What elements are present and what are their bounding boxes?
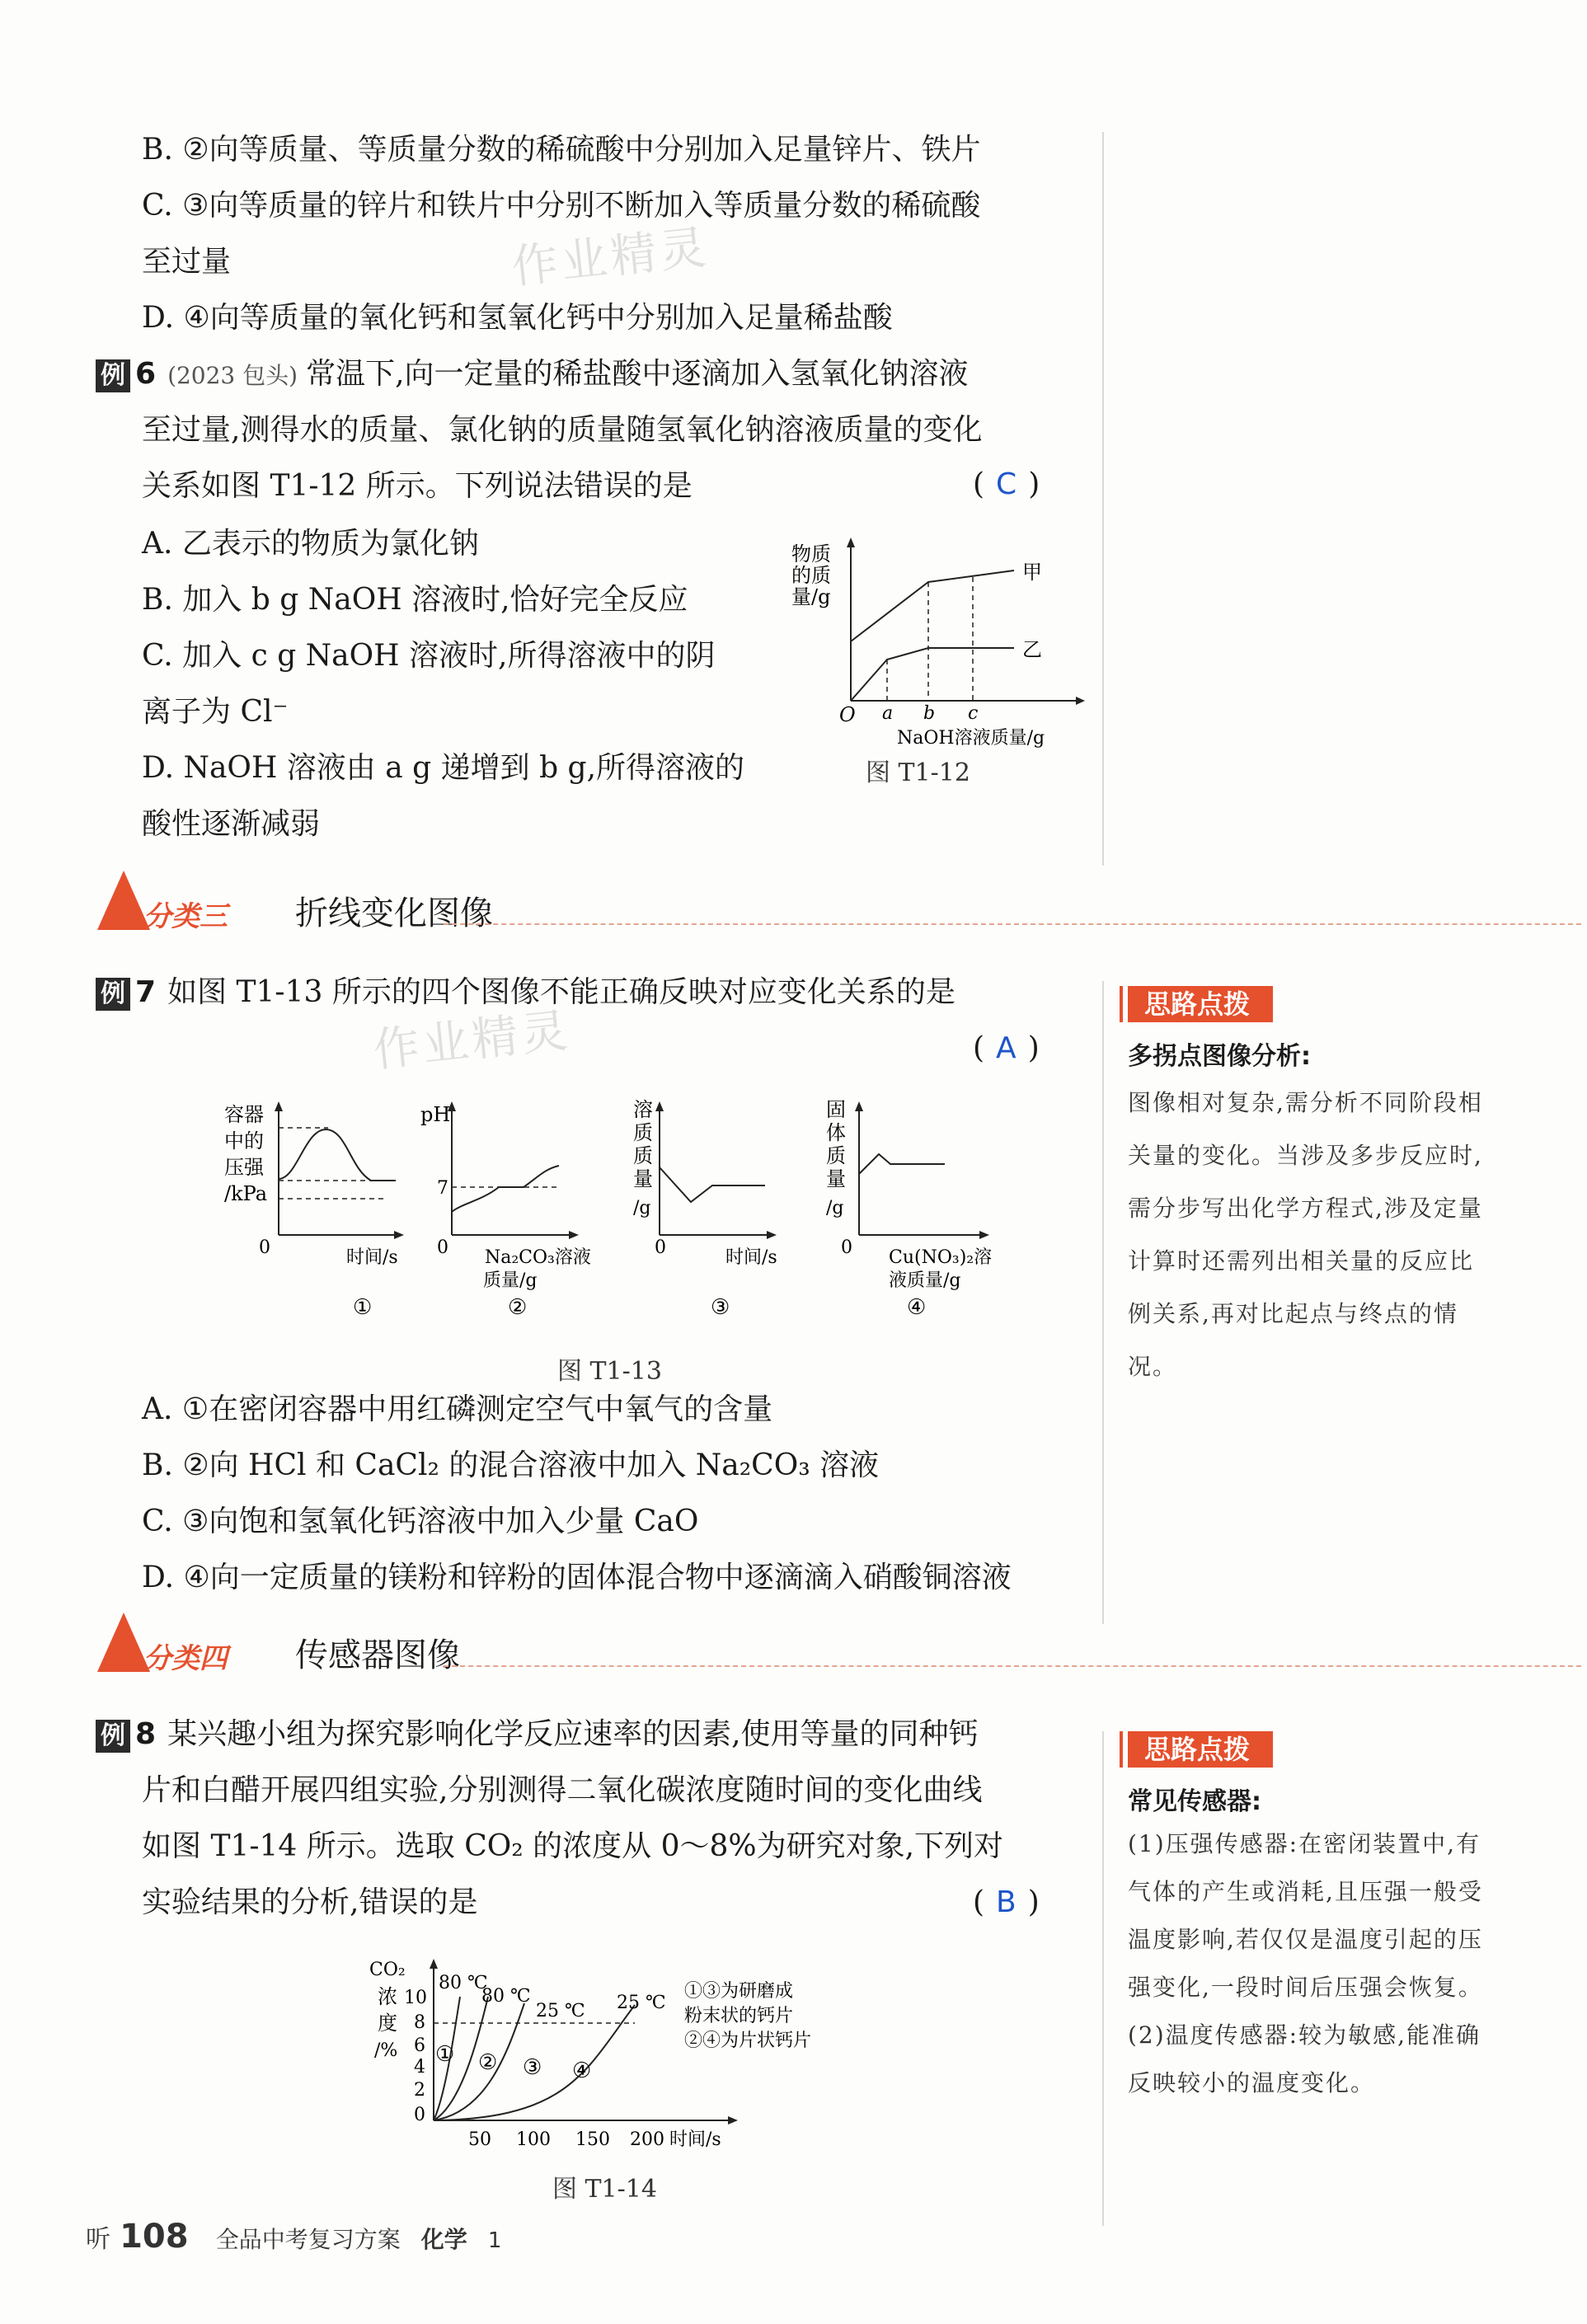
fig13-g2-tick-7: 7 <box>437 1178 448 1199</box>
fig14-curve-label: ② <box>478 2050 498 2075</box>
fig12-tick-b: b <box>923 703 936 724</box>
fig13-g3-ylabel: 质 <box>633 1144 653 1167</box>
fig13-g3-ylabel: 量 <box>633 1167 653 1190</box>
example-number: 6 <box>135 357 157 391</box>
fig14-legend: 粉末状的钙片 <box>684 2006 794 2026</box>
example-8-stem-2: 片和白醋开展四组实验,分别测得二氧化碳浓度随时间的变化曲线 <box>142 1773 983 1807</box>
fig13-g1-xlabel: 时间/s <box>346 1247 398 1268</box>
fig13-g3-ylabel: 溶 <box>633 1098 653 1121</box>
tip-header: 思路点拨 <box>1128 986 1273 1022</box>
fig14-temp-label: 80 ℃ <box>481 1986 531 2007</box>
watermark: 作业精灵 <box>370 1003 574 1078</box>
fig13-graph-2 <box>420 1101 591 1320</box>
example-7-option-b: B. ②向 HCl 和 CaCl₂ 的混合溶液中加入 Na₂CO₃ 溶液 <box>142 1448 880 1482</box>
example-7-answer <box>973 1031 1040 1067</box>
fig14-xtick: 50 <box>468 2129 491 2150</box>
fig14-temp-label: 25 ℃ <box>617 1993 666 2013</box>
example-6-option-d: D. NaOH 溶液由 a g 递增到 b g,所得溶液的 <box>142 751 745 785</box>
fig14-legend: ②④为片状钙片 <box>684 2031 812 2051</box>
fig13-g4-xlabel: 液质量/g <box>889 1270 961 1291</box>
tip-header: 思路点拨 <box>1128 1731 1273 1768</box>
fig13-g2-xlabel: Na₂CO₃溶液 <box>485 1247 591 1268</box>
column-divider-mid <box>1102 981 1104 1624</box>
tip-box-7 <box>1128 986 1497 1393</box>
answer-letter: B <box>996 1885 1017 1919</box>
section-triangle-icon <box>97 1613 150 1672</box>
fig13-g3-ylabel: /g <box>633 1198 651 1218</box>
fig14-xtick: 150 <box>575 2129 610 2150</box>
paren-left: ( <box>973 1031 985 1065</box>
fig13-g4-number: ④ <box>907 1295 927 1320</box>
example-6-option-c-cont: 离子为 Cl⁻ <box>142 695 289 729</box>
fig13-g1-ylabel: 容器 <box>224 1103 264 1126</box>
fig14-ylabel: 浓 <box>378 1985 397 2008</box>
figure-t1-13 <box>214 1088 1006 1336</box>
example-8-stem-3: 如图 T1-14 所示。选取 CO₂ 的浓度从 0～8%为研究对象,下列对 <box>142 1829 1004 1863</box>
figure-t1-14-caption: 图 T1-14 <box>552 2175 657 2204</box>
fig13-g1-ylabel: 压强 <box>224 1156 264 1179</box>
option-c-prev-cont: 至过量 <box>142 245 232 279</box>
example-number: 7 <box>135 975 157 1009</box>
example-6-answer <box>973 467 1040 503</box>
book-title: 全品中考复习方案 <box>215 2226 401 2253</box>
volume: 1 <box>487 2228 502 2253</box>
tip-subtitle: 常见传感器: <box>1128 1787 1261 1816</box>
example-badge: 例 <box>96 1720 130 1753</box>
fig13-g4-xlabel: Cu(NO₃)₂溶 <box>889 1247 993 1268</box>
figure-t1-12 <box>791 536 1088 750</box>
paren-right: ) <box>1027 1031 1040 1065</box>
fig13-g1-ylabel: 中的 <box>224 1129 264 1153</box>
fig12-ylabel-1: 物质 <box>791 542 831 566</box>
answer-letter: A <box>996 1031 1017 1065</box>
example-source: (2023 包头) <box>167 362 298 389</box>
fig14-ytick: 4 <box>414 2057 425 2078</box>
answer-letter: C <box>996 467 1017 501</box>
example-8-stem-1: 某兴趣小组为探究影响化学反应速率的因素,使用等量的同种钙 <box>167 1717 979 1751</box>
tip-body: 图像相对复杂,需分析不同阶段相关量的变化。当涉及多步反应时,需分步写出化学方程式,涉及定量计算时还需列出相关量的反应比例关系,再对比起点与终点的情况。 <box>1128 1089 1483 1380</box>
watermark: 作业精灵 <box>509 220 712 295</box>
fig13-g1-number: ① <box>353 1295 373 1320</box>
example-7-stem-text: 如图 T1-13 所示的四个图像不能正确反映对应变化关系的是 <box>167 975 955 1009</box>
example-7-option-d: D. ④向一定质量的镁粉和锌粉的固体混合物中逐滴滴入硝酸铜溶液 <box>142 1561 1012 1594</box>
fig14-ytick: 2 <box>414 2080 425 2101</box>
section-4-header <box>97 1613 1482 1678</box>
footer-ting: 听 <box>86 2225 110 2254</box>
fig12-origin: O <box>839 703 856 726</box>
section-triangle-icon <box>97 871 150 930</box>
example-badge: 例 <box>96 978 130 1011</box>
example-badge: 例 <box>96 359 130 392</box>
paren-left: ( <box>973 467 985 501</box>
figure-t1-14 <box>363 1947 841 2153</box>
fig13-graph-4 <box>826 1098 992 1320</box>
fig14-xtick: 200 <box>630 2129 664 2150</box>
fig14-curve-label: ③ <box>523 2055 542 2080</box>
fig13-g2-xlabel: 质量/g <box>483 1270 538 1291</box>
fig13-g3-number: ③ <box>711 1295 730 1320</box>
fig13-graph-3 <box>633 1098 777 1320</box>
figure-t1-12-caption: 图 T1-12 <box>866 758 970 787</box>
example-7-option-c: C. ③向饱和氢氧化钙溶液中加入少量 CaO <box>142 1505 699 1538</box>
fig12-ylabel-3: 量/g <box>791 585 831 608</box>
section-divider <box>444 1665 1581 1667</box>
example-8-stem-4: 实验结果的分析,错误的是 <box>142 1885 478 1919</box>
fig12-ylabel-2: 的质 <box>791 564 831 587</box>
fig13-g3-xlabel: 时间/s <box>725 1247 777 1268</box>
example-6-stem-1: 常温下,向一定量的稀盐酸中逐滴加入氢氧化钠溶液 <box>306 357 969 391</box>
fig14-ylabel: /% <box>374 2040 398 2061</box>
fig13-g2-number: ② <box>508 1295 528 1320</box>
fig13-g2-ylabel: pH <box>420 1103 451 1126</box>
fig12-xlabel: NaOH溶液质量/g <box>897 728 1045 749</box>
example-6-stem-2: 至过量,测得水的质量、氯化钠的质量随氢氧化钠溶液质量的变化 <box>142 413 983 447</box>
section-title: 传感器图像 <box>295 1636 460 1674</box>
fig14-temp-label: 80 ℃ <box>439 1973 488 1993</box>
example-6-option-a: A. 乙表示的物质为氯化钠 <box>142 527 479 561</box>
fig13-g3-origin: 0 <box>655 1237 666 1258</box>
example-7-option-a: A. ①在密闭容器中用红磷测定空气中氧气的含量 <box>142 1392 773 1426</box>
tip-body-1: (1)压强传感器:在密闭装置中,有气体的产生或消耗,且压强一般受温度影响,若仅仅是温度引起的压强变化,一段时间后压强会恢复。 <box>1128 1830 1483 2001</box>
example-8-answer <box>973 1885 1040 1921</box>
option-b-prev: B. ②向等质量、等质量分数的稀硫酸中分别加入足量锌片、铁片 <box>142 133 981 167</box>
fig13-g4-origin: 0 <box>841 1237 852 1258</box>
fig12-series-yi: 乙 <box>1022 638 1042 661</box>
fig13-g4-ylabel: 质 <box>826 1144 846 1167</box>
fig14-curve-label: ④ <box>572 2059 592 2083</box>
section-title: 折线变化图像 <box>295 894 493 932</box>
fig13-g1-ylabel: /kPa <box>224 1182 268 1205</box>
subject: 化学 <box>420 2226 467 2253</box>
fig14-curve-label: ① <box>435 2042 455 2067</box>
fig13-g4-ylabel: 量 <box>826 1167 846 1190</box>
example-6-option-d-cont: 酸性逐渐减弱 <box>142 807 321 841</box>
section-divider <box>444 923 1581 925</box>
fig14-ytick: 8 <box>414 2012 425 2033</box>
option-d-prev: D. ④向等质量的氧化钙和氢氧化钙中分别加入足量稀盐酸 <box>142 301 893 335</box>
example-6-stem <box>96 356 969 394</box>
page-footer <box>86 2218 501 2256</box>
fig14-ylabel: 度 <box>378 2012 397 2035</box>
fig14-ylabel: CO₂ <box>369 1960 406 1980</box>
fig13-g4-ylabel: 体 <box>826 1121 846 1144</box>
fig13-g3-ylabel: 质 <box>633 1121 653 1144</box>
fig14-ytick: 0 <box>414 2105 425 2125</box>
fig14-xlabel: 时间/s <box>669 2129 721 2150</box>
fig12-tick-c: c <box>968 703 979 724</box>
fig12-series-jia: 甲 <box>1022 561 1042 584</box>
fig13-g2-origin: 0 <box>437 1237 448 1258</box>
page-number: 108 <box>120 2218 189 2256</box>
example-6-stem-3: 关系如图 T1-12 所示。下列说法错误的是 <box>142 469 693 503</box>
fig13-graph-1 <box>224 1101 404 1320</box>
example-6-option-b: B. 加入 b g NaOH 溶液时,恰好完全反应 <box>142 583 688 617</box>
paren-left: ( <box>973 1885 985 1919</box>
example-number: 8 <box>135 1717 157 1751</box>
fig13-g4-ylabel: 固 <box>826 1098 846 1121</box>
column-divider-top <box>1102 132 1104 866</box>
tip-body-2: (2)温度传感器:较为敏感,能准确反映较小的温度变化。 <box>1128 2021 1481 2096</box>
option-c-prev: C. ③向等质量的锌片和铁片中分别不断加入等质量分数的稀硫酸 <box>142 189 981 223</box>
fig12-tick-a: a <box>882 703 894 724</box>
column-divider-bottom <box>1102 1731 1104 2226</box>
example-6-option-c: C. 加入 c g NaOH 溶液时,所得溶液中的阴 <box>142 639 716 673</box>
fig14-ytick: 6 <box>414 2035 425 2056</box>
tip-subtitle: 多拐点图像分析: <box>1128 1042 1311 1071</box>
fig13-g1-origin: 0 <box>259 1237 270 1258</box>
section-label: 分类三 <box>143 900 228 933</box>
fig14-ytick: 10 <box>404 1988 427 2008</box>
figure-t1-13-caption: 图 T1-13 <box>557 1357 662 1386</box>
paren-right: ) <box>1028 467 1040 501</box>
section-label: 分类四 <box>143 1642 228 1675</box>
section-3-header <box>97 871 1482 937</box>
fig14-temp-label: 25 ℃ <box>536 2001 585 2021</box>
example-8-stem <box>96 1716 979 1753</box>
fig14-xtick: 100 <box>516 2129 551 2150</box>
paren-right: ) <box>1027 1885 1040 1919</box>
fig14-legend: ①③为研磨成 <box>684 1981 794 2002</box>
tip-box-8 <box>1128 1731 1497 2107</box>
fig13-g4-ylabel: /g <box>826 1198 844 1218</box>
